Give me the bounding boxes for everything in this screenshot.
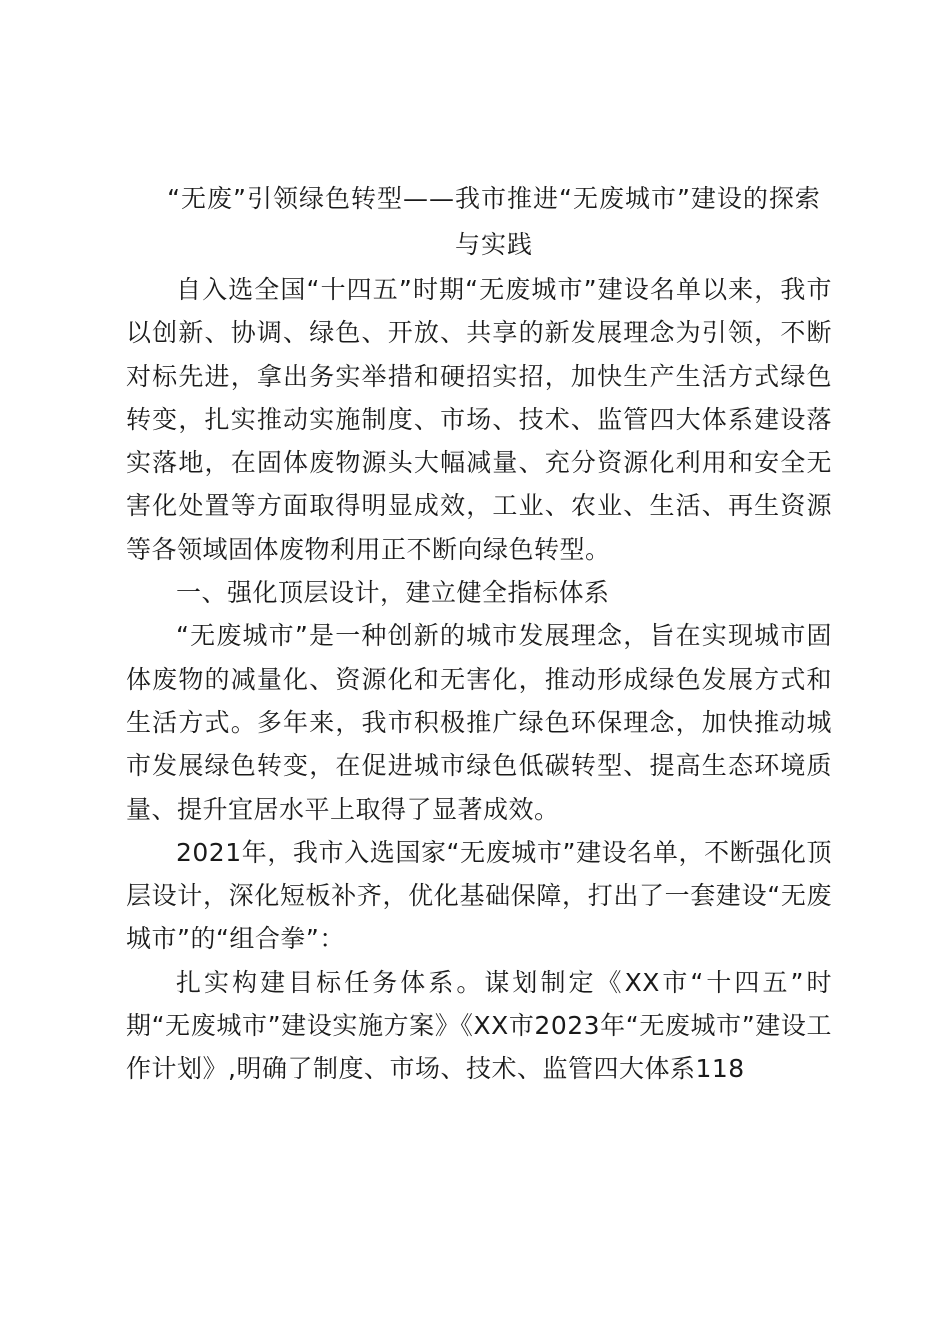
- body-paragraph-concept: “无废城市”是一种创新的城市发展理念，旨在实现城市固体废物的减量化、资源化和无害化，推动形成绿色发展方式和生活方式。多年来，我市积极推广绿色环保理念，加快推动城市发展绿色转变，在促进城市绿色低碳转型、提高生态环境质量、提升宜居水平上取得了显著成效。: [126, 621, 832, 824]
- intro-paragraph: 自入选全国“十四五”时期“无废城市”建设名单以来，我市以创新、协调、绿色、开放、共享的新发展理念为引领，不断对标先进，拿出务实举措和硬招实招，加快生产生活方式绿色转变，扎实推动实施制度、市场、技术、监管四大体系建设落实落地，在固体废物源头大幅减量、充分资源化利用和安全无害化处置等方面取得明显成效，工业、农业、生活、再生资源等各领域固体废物利用正不断向绿色转型。: [126, 275, 832, 564]
- body-paragraph-2021: 2021年，我市入选国家“无废城市”建设名单，不断强化顶层设计，深化短板补齐，优化基础保障，打出了一套建设“无废城市”的“组合拳”：: [126, 837, 832, 954]
- document-title: “无废”引领绿色转型——我市推进“无废城市”建设的探索与实践: [167, 184, 821, 259]
- document-page: [126, 176, 832, 1091]
- section-heading-1: 一、强化顶层设计，建立健全指标体系: [176, 578, 610, 608]
- body-paragraph-targets: 扎实构建目标任务体系。谋划制定《XX市“十四五”时期“无废城市”建设实施方案》《XX市2023年“无废城市”建设工作计划》,明确了制度、市场、技术、监管四大体系118: [126, 967, 832, 1084]
